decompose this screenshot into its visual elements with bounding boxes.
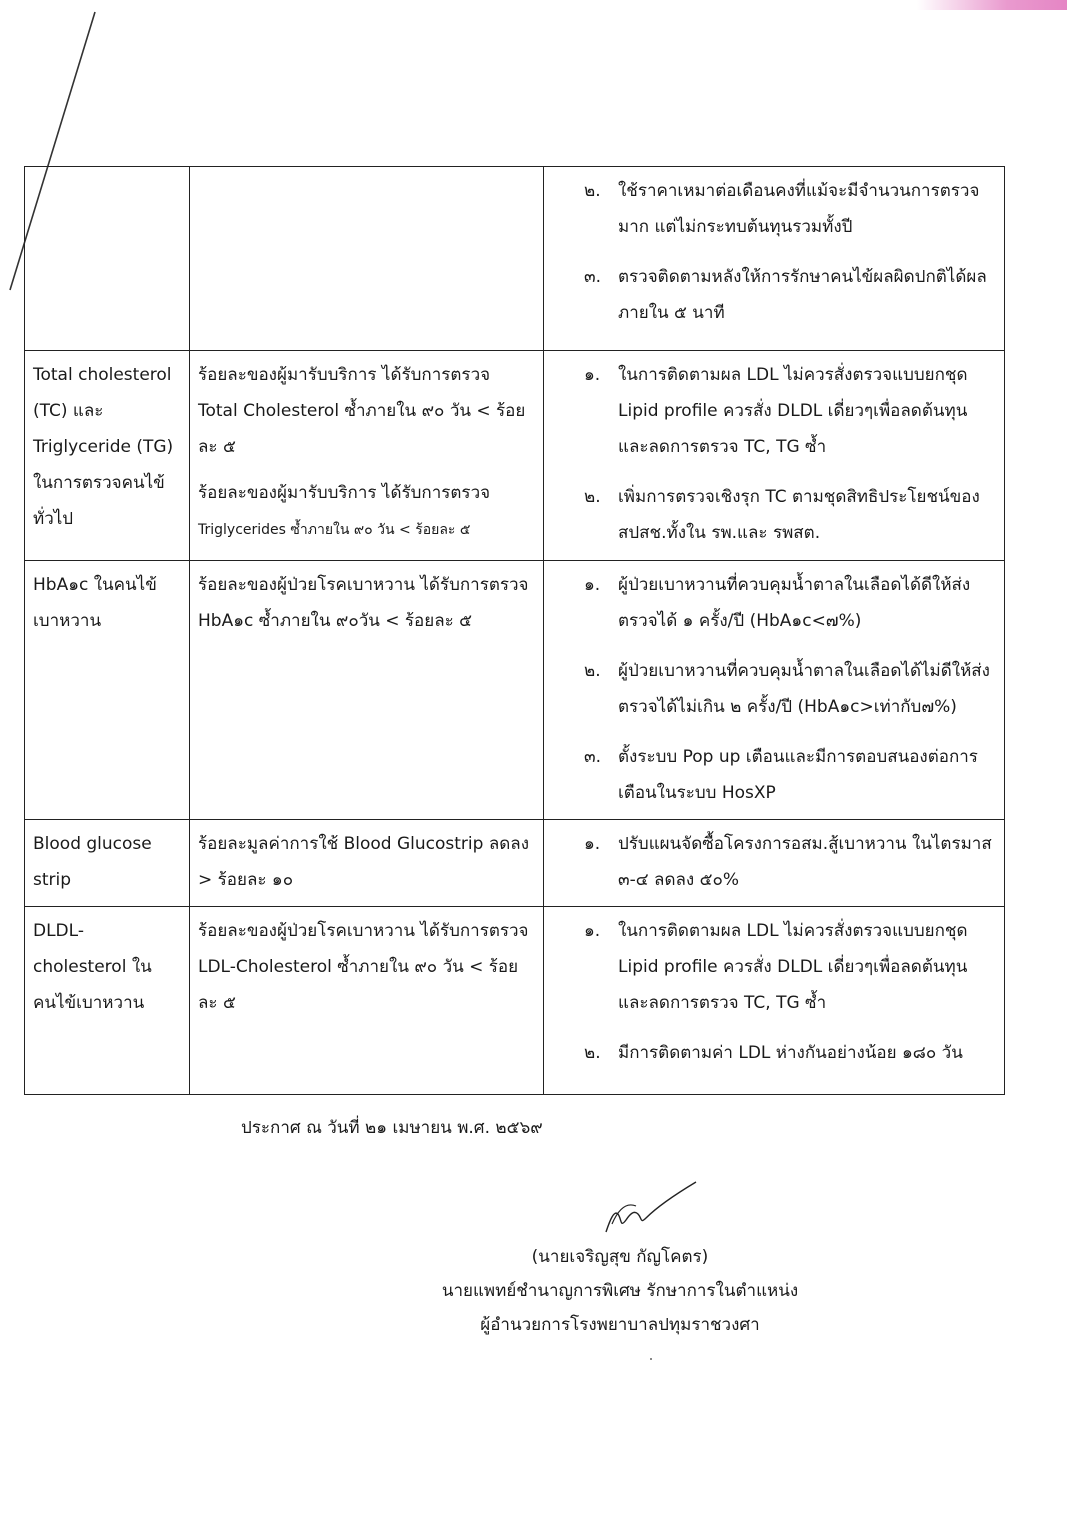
topic-cell: HbA๑c ในคนไข้เบาหวาน	[25, 561, 190, 820]
table-row	[25, 351, 1005, 561]
indicator-cell	[190, 351, 544, 561]
indicator-cell	[190, 907, 544, 1095]
list-item: ๒. เพิ่มการตรวจเชิงรุก TC ตามชุดสิทธิประโยชน์ของ สปสช.ทั้งใน รพ.และ รพสต.	[584, 487, 980, 543]
pink-corner-mark	[917, 0, 1067, 10]
table-row	[25, 167, 1005, 351]
list-item: ๒. มีการติดตามค่า LDL ห่างกันอย่างน้อย ๑๘๐ วัน	[584, 1043, 963, 1063]
scan-speck	[650, 1358, 652, 1360]
signature-block	[410, 1240, 830, 1342]
measures-cell	[544, 167, 1005, 351]
list-item: ๒. ผู้ป่วยเบาหวานที่ควบคุมน้ำตาลในเลือดได้ไม่ดีให้ส่งตรวจได้ไม่เกิน ๒ ครั้ง/ปี (HbA๑c>เท่ากับ๗%)	[584, 661, 990, 717]
indicator-text: ร้อยละของผู้มารับบริการ ได้รับการตรวจ	[198, 483, 491, 503]
measures-cell	[544, 561, 1005, 820]
topic-cell: DLDL- cholesterol ในคนไข้เบาหวาน	[25, 907, 190, 1095]
measures-cell	[544, 820, 1005, 907]
list-item: ๓. ตั้งระบบ Pop up เตือนและมีการตอบสนองต่อการเตือนในระบบ HosXP	[584, 747, 978, 803]
signatory-name: (นายเจริญสุข กัญโคตร)	[531, 1247, 709, 1267]
indicator-cell	[190, 561, 544, 820]
signatory-organization: ผู้อำนวยการโรงพยาบาลปทุมราชวงศา	[480, 1315, 760, 1335]
indicator-text: ร้อยละของผู้ป่วยโรคเบาหวาน ได้รับการตรวจ HbA๑c ซ้ำภายใน ๙๐วัน < ร้อยละ ๕	[198, 575, 529, 631]
signature-mark	[596, 1180, 706, 1240]
indicator-text: Triglycerides ซ้ำภายใน ๙๐ วัน < ร้อยละ ๕	[198, 522, 471, 538]
signatory-position: นายแพทย์ชำนาญการพิเศษ รักษาการในตำแหน่ง	[441, 1281, 799, 1301]
list-item: ๓. ตรวจติดตามหลังให้การรักษาคนไข้ผลผิดปกติได้ผลภายใน ๕ นาที	[584, 267, 987, 323]
topic-cell: Total cholesterol (TC) และ Triglyceride (TG) ในการตรวจคนไข้ทั่วไป	[25, 351, 190, 561]
indicator-text: ร้อยละมูลค่าการใช้ Blood Glucostrip ลดลง > ร้อยละ ๑๐	[198, 834, 530, 890]
announcement-date: ประกาศ ณ วันที่ ๒๑ เมษายน พ.ศ. ๒๕๖๙	[241, 1118, 543, 1138]
list-item: ๑. ในการติดตามผล LDL ไม่ควรสั่งตรวจแบบยกชุด Lipid profile ควรสั่ง DLDL เดี่ยวๆเพื่อลดต้นทุนและลดการตรวจ TC, TG ซ้ำ	[584, 921, 968, 1013]
measures-cell	[544, 351, 1005, 561]
table-row	[25, 820, 1005, 907]
cost-control-table	[24, 166, 1005, 1095]
list-item: ๑. ในการติดตามผล LDL ไม่ควรสั่งตรวจแบบยกชุด Lipid profile ควรสั่ง DLDL เดี่ยวๆเพื่อลดต้นทุนและลดการตรวจ TC, TG ซ้ำ	[584, 365, 968, 457]
measures-cell	[544, 907, 1005, 1095]
topic-cell: Blood glucose strip	[25, 820, 190, 907]
list-item: ๒. ใช้ราคาเหมาต่อเดือนคงที่แม้จะมีจำนวนการตรวจมาก แต่ไม่กระทบต้นทุนรวมทั้งปี	[584, 181, 980, 237]
list-item: ๑. ผู้ป่วยเบาหวานที่ควบคุมน้ำตาลในเลือดได้ดีให้ส่งตรวจได้ ๑ ครั้ง/ปี (HbA๑c<๗%)	[584, 575, 971, 631]
list-item: ๑. ปรับแผนจัดซื้อโครงการอสม.สู้เบาหวาน ในไตรมาส ๓-๔ ลดลง ๕๐%	[584, 834, 992, 890]
table-row	[25, 907, 1005, 1095]
indicator-cell	[190, 167, 544, 351]
indicator-text: ร้อยละของผู้ป่วยโรคเบาหวาน ได้รับการตรวจ LDL-Cholesterol ซ้ำภายใน ๙๐ วัน < ร้อยละ ๕	[198, 921, 529, 1013]
table-row	[25, 561, 1005, 820]
indicator-text: ร้อยละของผู้มารับบริการ ได้รับการตรวจ Total Cholesterol ซ้ำภายใน ๙๐ วัน < ร้อยละ ๕	[198, 365, 526, 457]
topic-cell	[25, 167, 190, 351]
indicator-cell	[190, 820, 544, 907]
